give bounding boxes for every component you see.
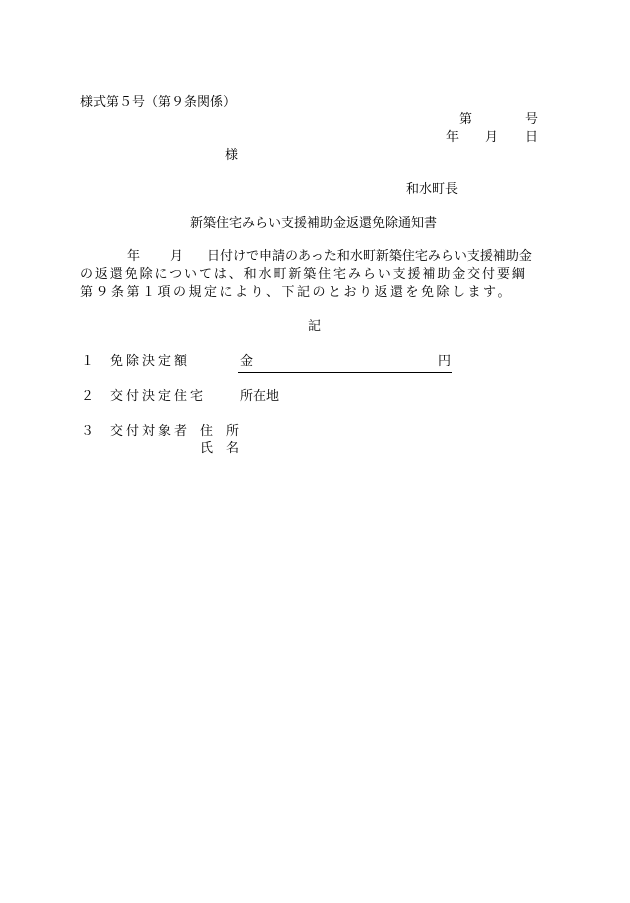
- form-number: 様式第５号（第９条関係）: [80, 95, 237, 110]
- body-line-2: の返還免除については、和水町新築住宅みらい支援補助金交付要綱: [80, 267, 527, 282]
- body-line-3: 第９条第１項の規定により、下記のとおり返還を免除します。: [80, 285, 513, 300]
- item-3-name-label: 氏 名: [200, 441, 240, 456]
- item-1-number: １: [81, 354, 95, 369]
- item-2-label: 交付決定住宅: [110, 389, 207, 404]
- date-day: 日: [525, 130, 539, 145]
- item-1-value-suffix: 円: [438, 354, 452, 369]
- doc-number-suffix: 号: [525, 112, 539, 127]
- doc-number-prefix: 第: [459, 112, 473, 127]
- item-3-address-label: 住 所: [200, 424, 240, 439]
- ki-heading: 記: [308, 319, 322, 334]
- body-year: 年: [127, 249, 141, 264]
- item-1-label: 免除決定額: [110, 354, 191, 369]
- item-3-number: ３: [81, 424, 95, 439]
- item-3-label: 交付対象者: [110, 424, 191, 439]
- item-1-value-prefix: 金: [240, 354, 254, 369]
- document-title: 新築住宅みらい支援補助金返還免除通知書: [190, 216, 438, 231]
- date-year: 年: [446, 130, 460, 145]
- amount-underline: [238, 356, 452, 373]
- body-line-1: 日付けで申請のあった和水町新築住宅みらい支援補助金: [207, 249, 532, 264]
- item-2-number: ２: [81, 389, 95, 404]
- body-month: 月: [170, 249, 184, 264]
- issuer-name: 和水町長: [406, 182, 459, 197]
- addressee-suffix: 様: [225, 148, 239, 163]
- item-2-value-label: 所在地: [240, 389, 280, 404]
- date-month: 月: [485, 130, 499, 145]
